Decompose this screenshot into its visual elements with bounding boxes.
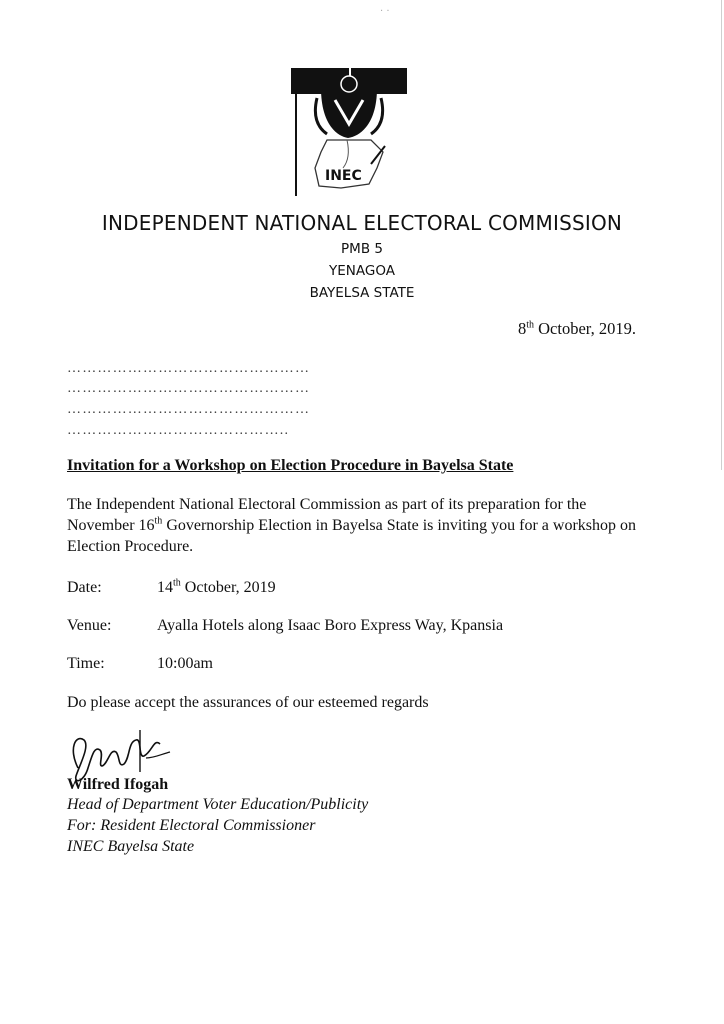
letter-date: 8th October, 2019.	[517, 319, 636, 338]
time-value: 10:00am	[157, 655, 213, 672]
address-blank-line: …………………………………………	[67, 402, 311, 417]
address-line-pmb: PMB 5	[341, 241, 383, 257]
signer-office: INEC Bayelsa State	[67, 838, 195, 855]
inec-logo-icon	[291, 68, 409, 198]
signer-name: Wilfred Ifogah	[67, 776, 169, 793]
closing-remark: Do please accept the assurances of our esteemed regards	[67, 694, 429, 711]
organization-name: INDEPENDENT NATIONAL ELECTORAL COMMISSION	[101, 211, 623, 235]
inec-logo-text: INEC	[325, 168, 362, 184]
letter-body: The Independent National Electoral Commission as part of its preparation for the November 16th Governorship Election in Bayelsa State is inviting you for a workshop on Election Procedure.	[67, 496, 637, 555]
address-blank-line: …………………………………………	[67, 381, 311, 396]
address-blank-line: ……………………………………..	[67, 423, 290, 438]
venue-value: Ayalla Hotels along Isaac Boro Express Way, Kpansia	[157, 617, 504, 634]
scan-speck: · ·	[380, 6, 390, 17]
address-line-state: BAYELSA STATE	[309, 285, 415, 301]
date-value: 14th October, 2019	[157, 577, 276, 596]
scan-edge-line	[721, 0, 722, 470]
signer-title: Head of Department Voter Education/Publicity	[67, 796, 369, 813]
date-label: Date:	[67, 579, 102, 596]
address-blank-line: …………………………………………	[67, 361, 311, 376]
signer-capacity: For: Resident Electoral Commissioner	[67, 817, 316, 834]
time-label: Time:	[67, 655, 105, 672]
letter-subject: Invitation for a Workshop on Election Procedure in Bayelsa State	[67, 457, 514, 474]
venue-label: Venue:	[67, 617, 112, 634]
address-line-city: YENAGOA	[329, 263, 395, 279]
